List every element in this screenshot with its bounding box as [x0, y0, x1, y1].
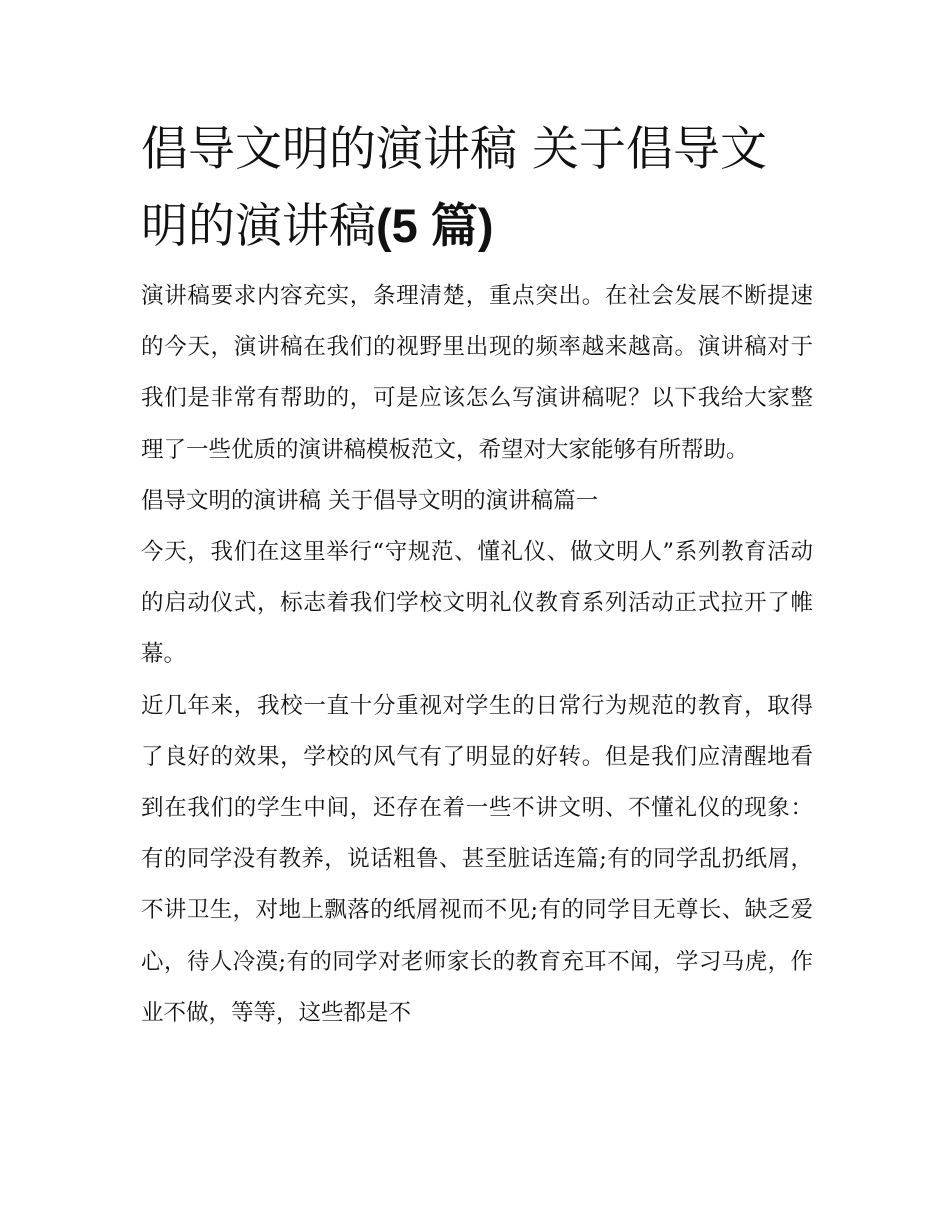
title-line-2-prefix: 明的演讲稿 — [141, 199, 376, 254]
section-heading: 倡导文明的演讲稿 关于倡导文明的演讲稿篇一 — [141, 487, 599, 514]
body-paragraph-1: 今天，我们在这里举行“守规范、懂礼仪、做文明人”系列教育活动的启动仪式，标志着我们学校文明礼仪教育系列活动正式拉开了帷幕。 — [141, 539, 813, 668]
document-page — [141, 112, 813, 1039]
body-paragraph-2: 近几年来，我校一直十分重视对学生的日常行为规范的教育，取得了良好的效果，学校的风气有了明显的好转。但是我们应清醒地看到在我们的学生中间，还存在着一些不讲文明、不懂礼仪的现象：有的同学没有教养，说话粗鲁、甚至脏话连篇;有的同学乱扔纸屑，不讲卫生，对地上飘落的纸屑视而不见;有的同学目无尊长、缺乏爱心，待人冷漠;有的同学对老师家长的教育充耳不闻，学习马虎，作业不做，等等，这些都是不 — [141, 692, 813, 1026]
document-title — [141, 112, 813, 265]
intro-paragraph: 演讲稿要求内容充实，条理清楚，重点突出。在社会发展不断提速的今天，演讲稿在我们的视野里出现的频率越来越高。演讲稿对于我们是非常有帮助的，可是应该怎么写演讲稿呢？以下我给大家整理了一些优质的演讲稿模板范文，希望对大家能够有所帮助。 — [141, 283, 813, 463]
title-line-1: 倡导文明的演讲稿 关于倡导文 — [141, 122, 767, 177]
title-line-2-suffix: (5 篇) — [376, 199, 494, 252]
